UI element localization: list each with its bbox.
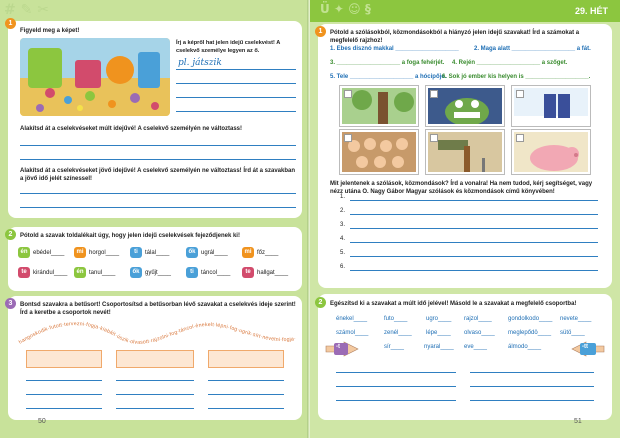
example-answer: pl. játszik <box>178 58 222 68</box>
pronoun-chip: te <box>242 267 254 278</box>
exercise-title: Figyeld meg a képet! <box>20 28 80 34</box>
past-tense-blank[interactable]: énekel____ <box>336 316 368 322</box>
pronoun-chip: ők <box>130 267 142 278</box>
number-box[interactable] <box>516 90 524 98</box>
answer-line[interactable] <box>336 372 456 373</box>
task-future-tense: Alakítsd át a cselekvéseket jövő idejűvé! A cselekvő személyén ne változtass! Írd át a szavakban a jövő idő jelét színessel! <box>20 168 296 182</box>
answer-line[interactable] <box>116 408 194 409</box>
past-tense-blank[interactable]: rajzol____ <box>464 316 492 322</box>
past-tense-blank[interactable]: eve____ <box>464 344 488 350</box>
meaning-number: 5. <box>340 250 346 256</box>
verb-blank[interactable]: ebédel____ <box>33 250 65 256</box>
verb-blank[interactable]: tanul____ <box>89 270 116 276</box>
answer-line[interactable] <box>470 400 594 401</box>
answer-line[interactable] <box>176 69 296 70</box>
exercise-2-card <box>8 227 302 291</box>
pronoun-chip: ti <box>186 267 198 278</box>
saying-2: 2. Maga alatt ___________________ a fát. <box>474 46 591 52</box>
exercise-1-card-right <box>318 24 612 288</box>
exercise-number: 1 <box>315 26 326 37</box>
past-tense-blank[interactable]: ugro____ <box>426 316 452 322</box>
answer-line[interactable] <box>20 159 296 160</box>
verb-blank[interactable]: táncol____ <box>201 270 231 276</box>
exercise-number: 1 <box>5 18 16 29</box>
group-name-box[interactable] <box>116 350 194 368</box>
page-number-left: 50 <box>38 418 46 425</box>
pronoun-chip: én <box>74 267 86 278</box>
picture-pig[interactable] <box>512 130 590 174</box>
verb-blank[interactable]: hallgat____ <box>257 270 289 276</box>
verb-blank[interactable]: tálal____ <box>145 250 170 256</box>
saying-5: 5. Tele ___________________ a hócipője. <box>330 74 447 80</box>
picture-crowd[interactable] <box>340 130 418 174</box>
letter-sequence: hangoskodik·futott·tervezni·fogja·kiabált·úszik·olvasott·rajzolni·fog·táncol·énekelt·lépni·fog·ugrik·sírt·nevetni·fogja· <box>18 321 297 346</box>
answer-line[interactable] <box>208 394 284 395</box>
past-tense-blank[interactable]: álmodo____ <box>508 344 542 350</box>
saying-4: 4. Rején ___________________ a szőget. <box>452 60 568 66</box>
past-tense-blank[interactable]: lépe____ <box>426 330 451 336</box>
number-box[interactable] <box>344 90 352 98</box>
tt-suffix-label: -tt <box>582 344 588 350</box>
verb-blank[interactable]: kirándul____ <box>33 270 68 276</box>
task-past-tense: Alakítsd át a cselekvéseket múlt idejűvé! A cselekvő személyén ne változtass! <box>20 126 242 132</box>
pronoun-chip: te <box>18 267 30 278</box>
pronoun-chip: ők <box>186 247 198 258</box>
meaning-question: Mit jelentenek a szólások, közmondások? Írd a vonalra! Ha nem tudod, kérj segítséget, vagy nézz utána O. Nagy Gábor Magyar szólások és közmondások című könyvében! <box>330 181 593 195</box>
exercise-title: Bontsd szavakra a betűsort! Csoportosítsd a betűsorban lévő szavakat a cselekvés ideje szerint! Írd a keretbe a csoportok nevét! <box>20 302 296 316</box>
exercise-number: 3 <box>5 298 16 309</box>
answer-line[interactable] <box>20 207 296 208</box>
exercise-title: Pótold a szavak toldalékait úgy, hogy jelen idejű cselekvések fejeződjenek ki! <box>20 233 240 239</box>
svg-text:hangoskodik·futott·tervezni·fo <box>18 316 297 346</box>
answer-line[interactable] <box>176 97 296 98</box>
page-number-right: 51 <box>574 418 582 425</box>
past-tense-blank[interactable]: olvaso____ <box>464 330 495 336</box>
answer-line[interactable] <box>176 83 296 84</box>
decor-letters-right: Ü ✦ ☺ § <box>320 2 371 16</box>
past-tense-blank[interactable]: sír____ <box>384 344 405 350</box>
picture-tree-cutting[interactable] <box>340 86 418 126</box>
verb-blank[interactable]: gyűjt____ <box>145 270 172 276</box>
verb-blank[interactable]: ugrál____ <box>201 250 228 256</box>
past-tense-blank[interactable]: nyaral____ <box>424 344 454 350</box>
answer-line[interactable] <box>20 145 296 146</box>
week-label: 29. HÉT <box>574 6 608 16</box>
answer-line[interactable] <box>350 242 598 243</box>
pronoun-chip: mi <box>242 247 254 258</box>
exercise-1-card <box>8 21 302 218</box>
past-tense-blank[interactable]: számol____ <box>336 330 369 336</box>
meaning-number: 1. <box>340 194 346 200</box>
number-box[interactable] <box>430 134 438 142</box>
playroom-illustration <box>20 38 170 116</box>
saying-3: 3. ___________________ a foga fehérjét. <box>330 60 445 66</box>
answer-line[interactable] <box>26 394 102 395</box>
answer-line[interactable] <box>26 380 102 381</box>
meaning-number: 6. <box>340 264 346 270</box>
answer-line[interactable] <box>208 380 284 381</box>
answer-line[interactable] <box>470 386 594 387</box>
exercise-title: Pótold a szólásokból, közmondásokból a hiányzó jelen idejű szavakat! Írd a számokat a megfelelő rajzhoz! <box>330 30 580 44</box>
past-tense-blank[interactable]: futo____ <box>384 316 408 322</box>
answer-line[interactable] <box>350 200 598 201</box>
answer-line[interactable] <box>208 408 284 409</box>
answer-line[interactable] <box>176 111 296 112</box>
exercise-title: Egészítsd ki a szavakat a múlt idő jelével! Másold le a szavakat a megfelelő csoportba! <box>330 301 577 307</box>
number-box[interactable] <box>516 134 524 142</box>
t-suffix-label: -t <box>336 344 340 350</box>
number-box[interactable] <box>430 90 438 98</box>
answer-line[interactable] <box>26 408 102 409</box>
group-name-box[interactable] <box>208 350 284 368</box>
saying-1: 1. Ebes disznó makkal ___________________ <box>330 46 459 52</box>
exercise-number: 2 <box>315 297 326 308</box>
exercise-3-card <box>8 296 302 420</box>
past-tense-blank[interactable]: meglepődö____ <box>508 330 552 336</box>
past-tense-blank[interactable]: sütö____ <box>560 330 585 336</box>
picture-monster-teeth[interactable] <box>426 86 504 126</box>
answer-line[interactable] <box>336 400 456 401</box>
exercise-number: 2 <box>5 229 16 240</box>
week-header-bar <box>310 0 620 22</box>
answer-line[interactable] <box>350 214 598 215</box>
answer-line[interactable] <box>336 386 456 387</box>
saying-6: 6. Sok jó ember kis helyen is ___________________. <box>442 74 591 80</box>
meaning-number: 3. <box>340 222 346 228</box>
answer-line[interactable] <box>350 256 598 257</box>
decor-letters-left: # ✎ ✂ <box>4 2 49 18</box>
past-tense-blank[interactable]: nevete____ <box>560 316 592 322</box>
hand-t-group <box>324 340 360 358</box>
answer-line[interactable] <box>116 380 194 381</box>
pronoun-chip: mi <box>74 247 86 258</box>
number-box[interactable] <box>344 134 352 142</box>
pronoun-chip: én <box>18 247 30 258</box>
picture-hammer-nail[interactable] <box>426 130 504 174</box>
picture-snow-boots[interactable] <box>512 86 590 126</box>
meaning-number: 4. <box>340 236 346 242</box>
meaning-number: 2. <box>340 208 346 214</box>
exercise-description: Írj a képről hat jelen idejű cselekvést! A cselekvő személye legyen az ő. <box>176 40 281 54</box>
answer-line[interactable] <box>116 394 194 395</box>
pronoun-chip: ti <box>130 247 142 258</box>
past-tense-blank[interactable]: gondolkodo____ <box>508 316 553 322</box>
group-name-box[interactable] <box>26 350 102 368</box>
answer-line[interactable] <box>350 228 598 229</box>
answer-line[interactable] <box>350 270 598 271</box>
answer-line[interactable] <box>20 193 296 194</box>
exercise-2-card-right <box>318 294 612 420</box>
past-tense-blank[interactable]: zenél____ <box>384 330 412 336</box>
verb-blank[interactable]: főz____ <box>257 250 279 256</box>
hand-tt-group <box>570 340 606 358</box>
verb-blank[interactable]: horgol____ <box>89 250 120 256</box>
answer-line[interactable] <box>470 372 594 373</box>
